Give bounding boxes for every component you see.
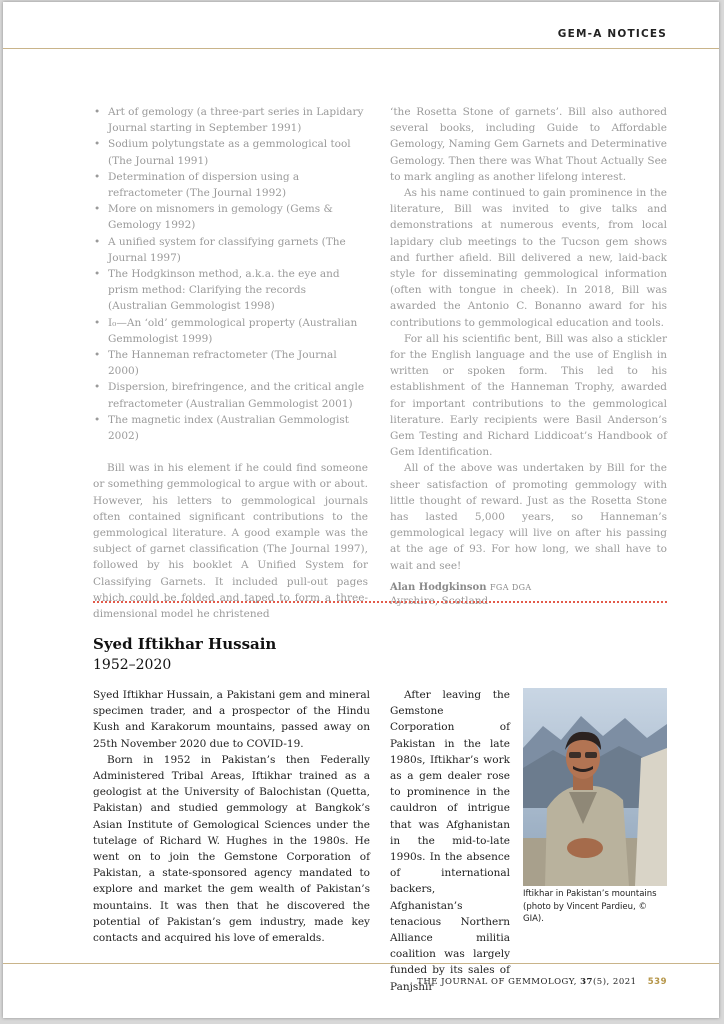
obituary-left-column <box>93 687 370 946</box>
list-item: • Sodium polytungstate as a gemmological tool (The Journal 1991) <box>93 136 368 168</box>
list-item: • The magnetic index (Australian Gemmologist 2002) <box>93 412 368 444</box>
body-paragraph: ‘the Rosetta Stone of garnets’. Bill also authored several books, including Guide to Affordable Gemology, Naming Gem Garnets and Determinative Gemology. Then there was What Thout Actually See to mark angling as another lifelong interest. <box>390 106 667 183</box>
body-paragraph: Born in 1952 in Pakistan’s then Federally Administered Tribal Areas, Iftikhar trained as a geologist at the University of Balochistan (Quetta, Pakistan) and studied gemmology at Bangkok’s Asian Institute of Gemological Sciences under the tutelage of Richard W. Hughes in the 1980s. He went on to join the Gemstone Corporation of Pakistan, a state-sponsored agency mandated to explore and market the gem wealth of Pakistan’s mountains. It was then that he discovered the potential of Pakistan’s gem industry, made key contacts and acquired his love of emeralds. <box>93 753 370 945</box>
list-item: • A unified system for classifying garnets (The Journal 1997) <box>93 234 368 266</box>
obituary-name: Syed Iftikhar Hussain <box>93 635 277 653</box>
body-paragraph: All of the above was undertaken by Bill for the sheer satisfaction of promoting gemmology with little thought of reward. Just as the Rosetta Stone has lasted 5,000 years, so Hanneman’s gemmological legacy will live on after his passing at the age of 93. For how long, we shall have to wait and see! <box>390 462 667 572</box>
section-header: GEM-A NOTICES <box>557 28 667 40</box>
list-item: • The Hodgkinson method, a.k.a. the eye and prism method: Clarifying the records (Australian Gemmologist 1998) <box>93 266 368 315</box>
author-name: Alan Hodgkinson <box>390 581 487 593</box>
list-item: • More on misnomers in gemology (Gems & Gemology 1992) <box>93 201 368 233</box>
portrait-photo <box>523 688 667 886</box>
list-item: • The Hanneman refractometer (The Journal 2000) <box>93 347 368 379</box>
body-paragraph: As his name continued to gain prominence in the literature, Bill was invited to give talks and demonstrations at numerous events, from local lapidary club meetings to the Tucson gem shows and further afield. Bill delivered a new, laid-back style for disseminating gemmological information (often with tongue in cheek). In 2018, Bill was awarded the Antonio C. Bonanno award for his contributions to gemmological education and tools. <box>390 187 667 329</box>
previous-notice-right-column <box>390 104 667 609</box>
photo-caption: Iftikhar in Pakistan’s mountains (photo by Vincent Pardieu, © GIA). <box>523 889 657 924</box>
author-location: Ayrshire, Scotland <box>390 594 489 607</box>
list-item: • Art of gemology (a three-part series in Lapidary Journal starting in September 1991) <box>93 104 368 136</box>
list-item: • Determination of dispersion using a refractometer (The Journal 1992) <box>93 169 368 201</box>
author-credentials: FGA DGA <box>489 582 532 592</box>
body-paragraph: Bill was in his element if he could find someone or something gemmological to argue with or about. However, his letters to gemmological journals often contained significant contributions to the gemmological literature. A good example was the subject of garnet classification (The Journal 1997), followed by his booklet A Unified System for Classifying Garnets. It included pull-out pages which could be folded and taped to form a three-dimensional model he christened <box>93 462 368 621</box>
page-footer <box>363 977 667 987</box>
portrait-illustration <box>523 688 667 886</box>
page-number: 539 <box>647 977 667 987</box>
body-paragraph: After leaving the Gemstone Corporation of Pakistan in the late 1980s, Iftikhar’s work as a gem dealer rose to prominence in the cauldron of intrigue that was Afghanistan in the mid-to-late 1990s. In the absence of international backers, Afghanistan’s tenacious Northern Alliance militia coalition was largely funded by its sales of Panjshir <box>390 689 510 993</box>
author-signature <box>390 582 667 593</box>
list-item: • I₀—An ‘old’ gemmological property (Australian Gemmologist 1999) <box>93 315 368 347</box>
header-rule <box>3 48 719 49</box>
journal-issue-year: (5), 2021 <box>592 977 637 987</box>
publication-list <box>93 104 368 444</box>
obituary-dates: 1952–2020 <box>93 657 172 673</box>
section-divider <box>93 601 667 603</box>
body-paragraph: For all his scientific bent, Bill was also a stickler for the English language and the use of English in written or spoken form. This led to his establishment of the Hanneman Trophy, awarded for important contributions to the gemmological literature. Early recipients were Basil Anderson’s Gem Testing and Richard Liddicoat’s Handbook of Gem Identification. <box>390 332 667 459</box>
footer-rule <box>3 963 719 964</box>
body-paragraph: Syed Iftikhar Hussain, a Pakistani gem and mineral specimen trader, and a prospector of the Hindu Kush and Karakorum mountains, passed away on 25th November 2020 due to COVID-19. <box>93 689 370 750</box>
list-item: • Dispersion, birefringence, and the critical angle refractometer (Australian Gemmologist 2001) <box>93 379 368 411</box>
journal-page <box>3 2 719 1018</box>
previous-notice-left-column <box>93 104 368 622</box>
journal-volume: 37 <box>580 977 593 987</box>
journal-name: THE JOURNAL OF GEMMOLOGY, <box>417 977 577 987</box>
obituary-middle-column <box>390 687 510 995</box>
